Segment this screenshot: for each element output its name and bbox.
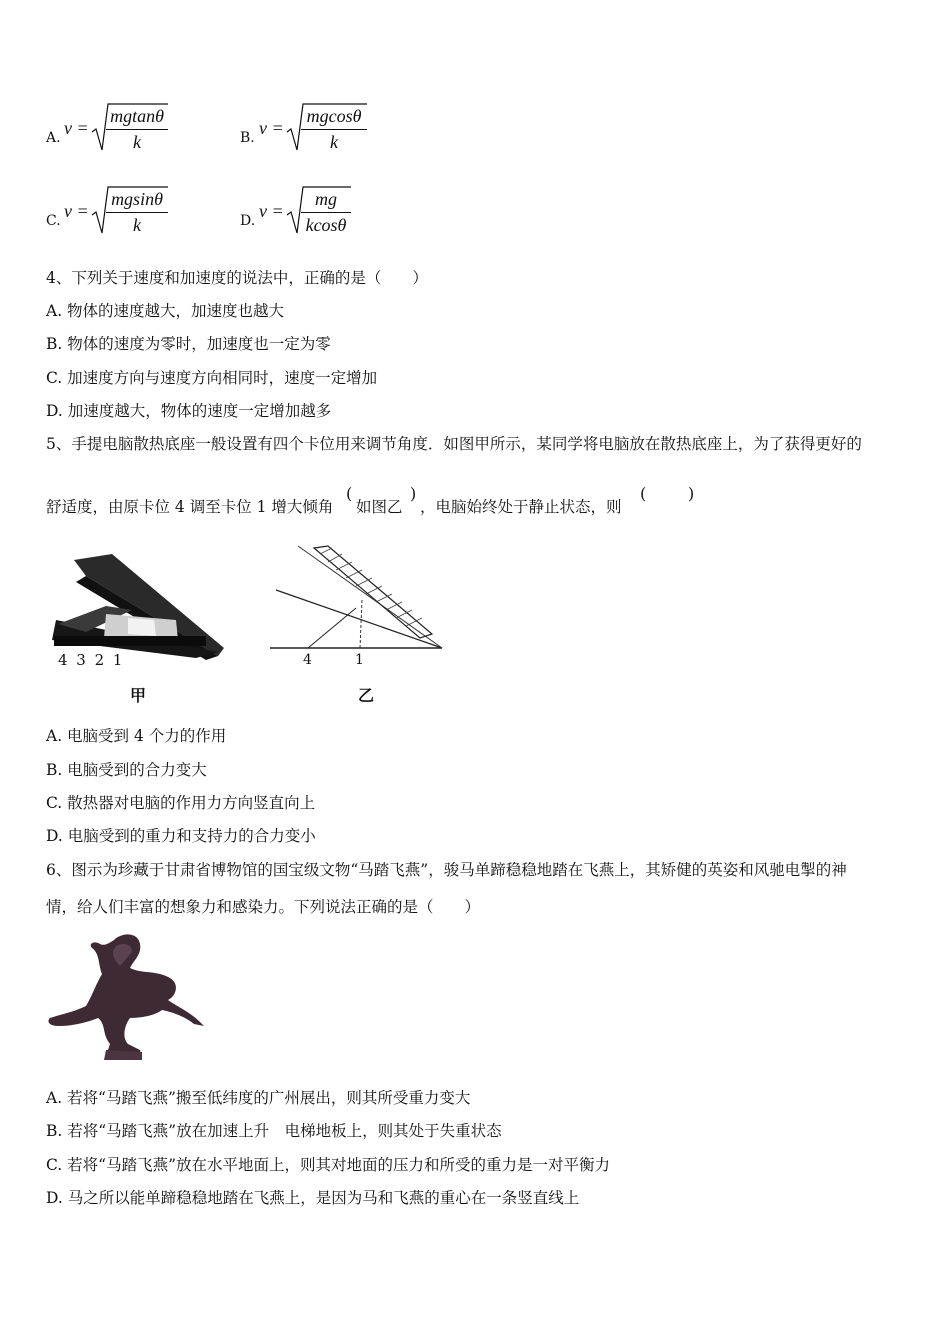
answer-paren-open: ( [640, 484, 647, 503]
option-b: B. 电脑受到的合力变大 [46, 761, 207, 779]
option-c: C. 若将“马踏飞燕”放在水平地面上，则其对地面的压力和所受的重力是一对平衡力 [46, 1156, 611, 1174]
question-stem-line-2: 情，给人们丰富的想象力和感染力。下列说法正确的是（ ） [46, 898, 481, 916]
option-a: A. 若将“马踏飞燕”搬至低纬度的广州展出，则其所受重力变大 [46, 1089, 471, 1107]
paren-close: ) [410, 484, 417, 503]
fraction-bar [301, 129, 367, 130]
question-stem-line-1: 5、手提电脑散热底座一般设置有四个卡位用来调节角度．如图甲所示，某同学将电脑放在散热底座上，为了获得更好的 [46, 435, 862, 453]
fraction-denominator: k [133, 215, 141, 235]
option-a: A. 电脑受到 4 个力的作用 [46, 727, 227, 745]
question-stem-line-2a: 舒适度，由原卡位 4 调至卡位 1 增大倾角 [46, 498, 334, 516]
option-b: B. 若将“马踏飞燕”放在加速上升 电梯地板上，则其处于失重状态 [46, 1122, 502, 1140]
option-label: C. [46, 213, 61, 229]
figure-yi-caption: 乙 [358, 686, 375, 705]
option-d: D. 加速度越大，物体的速度一定增加越多 [46, 402, 332, 420]
fraction-denominator: k [133, 132, 141, 152]
option-a: A. 物体的速度越大，加速度也越大 [46, 302, 285, 320]
question-stem: 4、下列关于速度和加速度的说法中，正确的是（ ） [46, 269, 428, 287]
stand-slot-numbers: 4 3 2 1 [58, 651, 125, 669]
formula-lhs: v = [259, 201, 284, 221]
schematic-slot-4: 4 [303, 652, 312, 668]
fraction-denominator: kcosθ [305, 215, 347, 235]
fraction-bar [301, 212, 351, 213]
formula-lhs: v = [64, 201, 89, 221]
fraction-denominator: k [330, 132, 338, 152]
option-label: B. [240, 130, 255, 146]
question-stem-line-1: 6、图示为珍藏于甘肃省博物馆的国宝级文物“马踏飞燕”，骏马单蹄稳稳地踏在飞燕上，其矫健的英姿和风驰电掣的神 [46, 861, 847, 879]
fraction-bar [106, 129, 168, 130]
formula-lhs: v = [259, 118, 284, 138]
option-d: D. 马之所以能单蹄稳稳地踏在飞燕上，是因为马和飞燕的重心在一条竖直线上 [46, 1189, 580, 1207]
question-stem-line-2c: ，电脑始终处于静止状态，则 [420, 498, 622, 516]
option-label: D. [240, 213, 256, 229]
figure-jia-caption: 甲 [130, 686, 147, 705]
fraction-numerator: mgsinθ [111, 189, 163, 209]
fraction-numerator: mgtanθ [110, 106, 164, 126]
paren-open: ( [346, 484, 353, 503]
option-d: D. 电脑受到的重力和支持力的合力变小 [46, 827, 316, 845]
option-c: C. 散热器对电脑的作用力方向竖直向上 [46, 794, 316, 812]
schematic-slot-1: 1 [355, 652, 364, 668]
formula-lhs: v = [64, 118, 89, 138]
stand-schematic-diagram [266, 542, 446, 654]
question-stem-line-2b: 如图乙 [356, 498, 403, 516]
fraction-numerator: mgcosθ [306, 106, 362, 126]
fraction-numerator: mg [315, 189, 337, 209]
answer-paren-close: ) [688, 484, 695, 503]
fraction-bar [106, 212, 168, 213]
option-label: A. [46, 130, 61, 146]
option-c: C. 加速度方向与速度方向相同时，速度一定增加 [46, 369, 378, 387]
horse-statue-photo [44, 926, 208, 1062]
option-b: B. 物体的速度为零时，加速度也一定为零 [46, 335, 331, 353]
